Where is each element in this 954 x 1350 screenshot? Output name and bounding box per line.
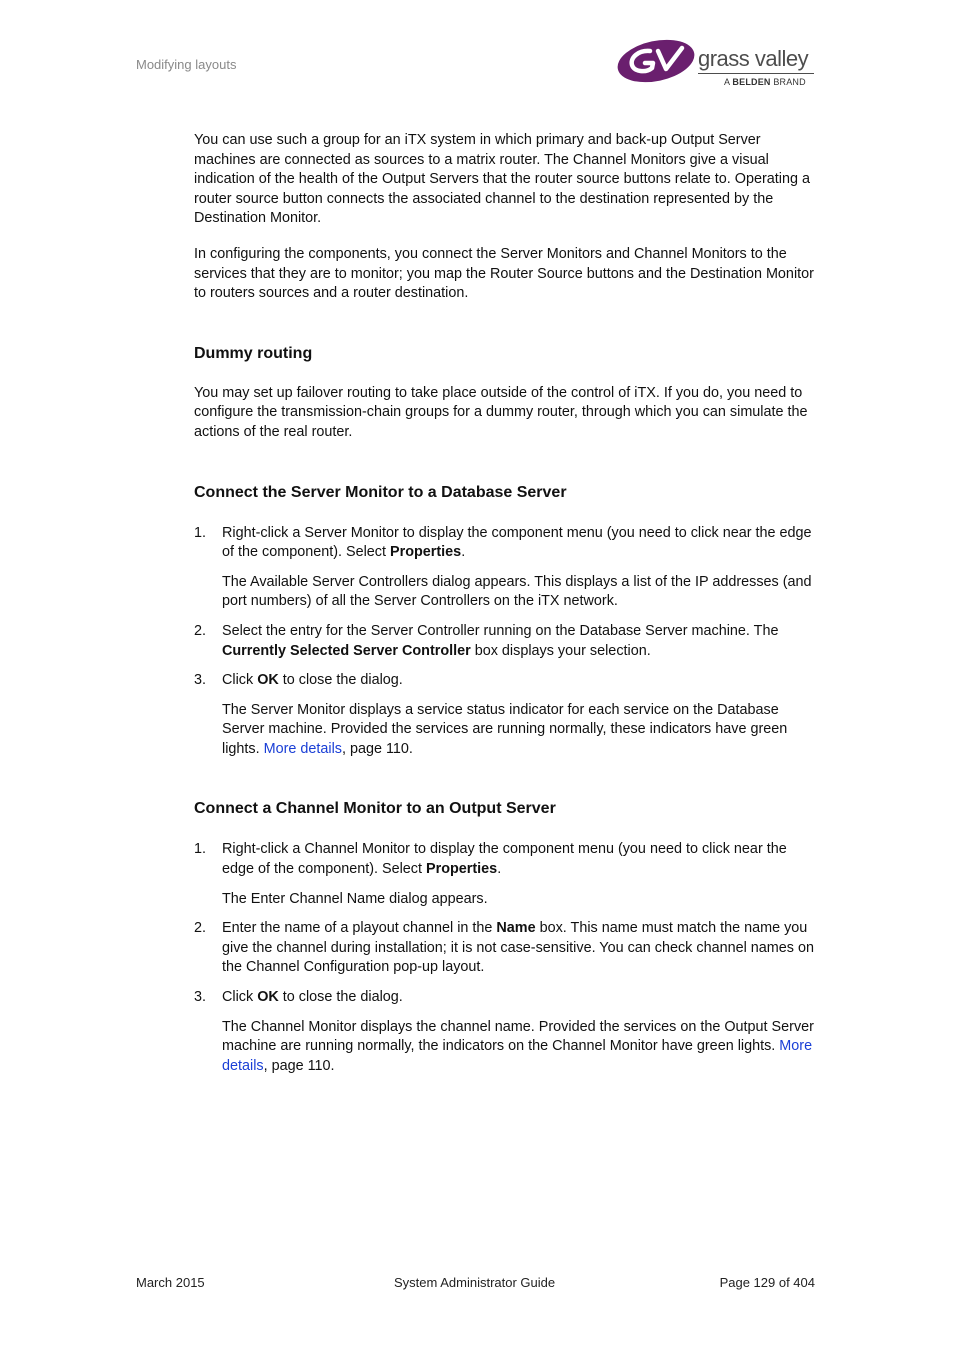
server-monitor-steps xyxy=(194,524,816,760)
step-result: The Enter Channel Name dialog appears. xyxy=(222,890,488,907)
step-number: 2. xyxy=(194,622,207,639)
step-result: The Server Monitor displays a service status indicator for each service on the Database Server machine. Provided the services are running normally, these indicators have green lights. More details, page 110. xyxy=(222,701,788,757)
step-number: 3. xyxy=(194,672,207,689)
step-result: The Channel Monitor displays the channel name. Provided the services on the Output Server machine are running normally, the indicators on the Channel Monitor have green lights. More details, page 110. xyxy=(222,1018,814,1074)
list-item xyxy=(194,622,816,661)
step-text: Click OK to close the dialog. xyxy=(222,672,403,689)
list-item xyxy=(194,919,816,978)
step-text: Right-click a Channel Monitor to display the component menu (you need to click near the edge of the component). Select Properties. xyxy=(222,841,787,878)
footer-date: March 2015 xyxy=(136,1275,205,1290)
heading-dummy-routing: Dummy routing xyxy=(194,344,313,362)
gv-logo-mark-icon xyxy=(616,38,698,84)
step-number: 1. xyxy=(194,841,207,858)
more-details-link[interactable]: More details xyxy=(222,1038,813,1074)
more-details-link[interactable]: More details xyxy=(263,740,342,757)
step-text: Click OK to close the dialog. xyxy=(222,989,403,1006)
logo-underline xyxy=(698,73,814,74)
intro-paragraph-2: In configuring the components, you connect the Server Monitors and Channel Monitors to the services that they are to monitor; you map the Router Source buttons and the Destination Monitor to routers sources and a router destination. xyxy=(194,245,814,302)
running-header: Modifying layouts xyxy=(136,57,237,72)
channel-monitor-steps xyxy=(194,840,816,1076)
step-result: The Available Server Controllers dialog appears. This displays a list of the IP addresses (and port numbers) of all the Server Controllers on the iTX network. xyxy=(222,573,812,610)
logo-tagline: A BELDEN BRAND xyxy=(724,77,806,87)
heading-channel-monitor: Connect a Channel Monitor to an Output Server xyxy=(194,800,556,818)
grass-valley-logo xyxy=(616,38,816,90)
list-item xyxy=(194,671,816,759)
dummy-routing-paragraph: You may set up failover routing to take place outside of the control of iTX. If you do, you need to configure the transmission-chain groups for a dummy router, through which you can simulate the actions of the real router. xyxy=(194,384,808,440)
logo-wordmark: grass valley xyxy=(698,46,809,71)
step-number: 1. xyxy=(194,524,207,541)
step-text: Select the entry for the Server Controller running on the Database Server machine. The Currently Selected Server Controller box displays your selection. xyxy=(222,622,779,659)
footer-page-number: Page 129 of 404 xyxy=(719,1275,815,1290)
heading-server-monitor: Connect the Server Monitor to a Database Server xyxy=(194,483,567,501)
list-item xyxy=(194,524,816,612)
intro-paragraph-1: You can use such a group for an iTX system in which primary and back-up Output Server machines are connected as sources to a matrix router. The Channel Monitors give a visual indication of the health of the Output Servers that the router source buttons relate to. Operating a router source button connects the associated channel to the destination represented by the Destination Monitor. xyxy=(194,132,810,227)
list-item xyxy=(194,988,816,1076)
page-body xyxy=(194,131,816,1076)
step-number: 2. xyxy=(194,920,207,937)
footer-guide-title: System Administrator Guide xyxy=(394,1275,556,1290)
list-item xyxy=(194,840,816,909)
step-text: Enter the name of a playout channel in the Name box. This name must match the name you give the channel during installation; it is not case-sensitive. You can check channel names on the Channel Configuration pop-up layout. xyxy=(222,920,814,976)
step-number: 3. xyxy=(194,989,207,1006)
step-text: Right-click a Server Monitor to display the component menu (you need to click near the edge of the component). Select Properties. xyxy=(222,524,812,561)
